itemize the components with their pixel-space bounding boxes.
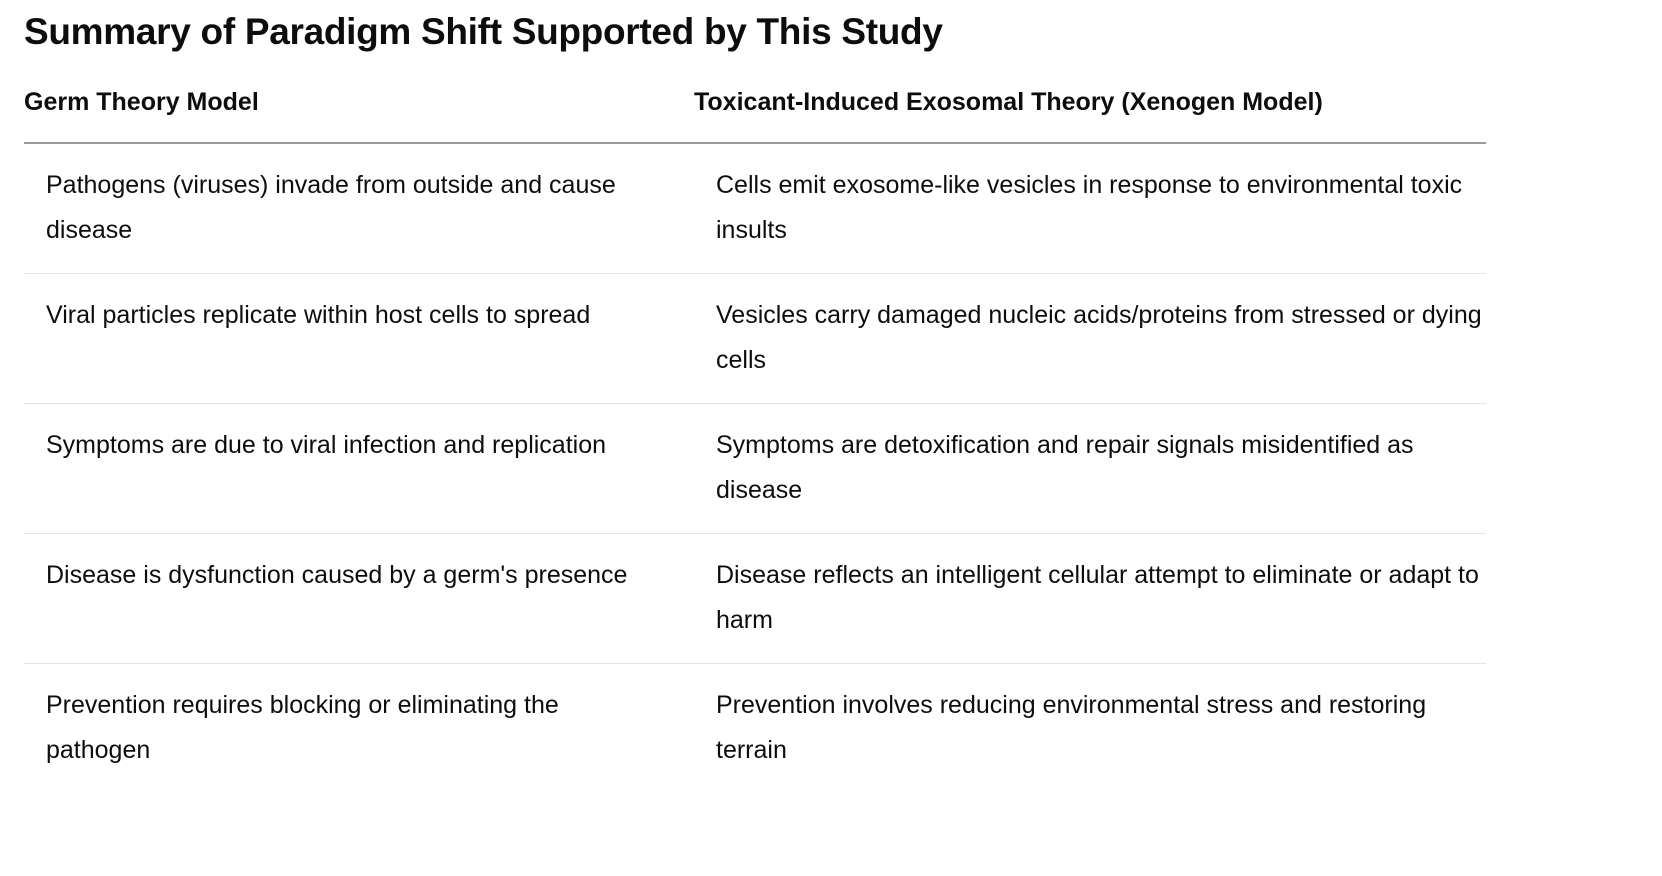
table-cell-xenogen-model: Disease reflects an intelligent cellular attempt to eliminate or adapt to harm <box>694 534 1486 664</box>
table-cell-xenogen-model: Symptoms are detoxification and repair signals misidentified as disease <box>694 404 1486 534</box>
table-cell-germ-theory: Prevention requires blocking or eliminating the pathogen <box>46 691 559 764</box>
table-header <box>24 87 1486 143</box>
table-cell-xenogen-model: Vesicles carry damaged nucleic acids/proteins from stressed or dying cells <box>694 274 1486 404</box>
column-header-xenogen-model: Toxicant-Induced Exosomal Theory (Xenogen Model) <box>694 87 1486 143</box>
table-cell-xenogen-model: Prevention involves reducing environmental stress and restoring terrain <box>716 691 1427 764</box>
table-row <box>24 274 1486 404</box>
table-cell-germ-theory: Pathogens (viruses) invade from outside and cause disease <box>24 143 694 274</box>
table-row <box>24 664 1486 794</box>
document <box>24 0 1486 793</box>
table-cell-xenogen-model: Cells emit exosome-like vesicles in response to environmental toxic insults <box>694 143 1486 274</box>
table-cell-germ-theory: Disease is dysfunction caused by a germ's presence <box>24 534 694 664</box>
column-header-germ-theory: Germ Theory Model <box>24 87 694 143</box>
table-row <box>24 534 1486 664</box>
table-cell-germ-theory: Symptoms are due to viral infection and replication <box>24 404 694 534</box>
table-body <box>24 143 1486 793</box>
table-cell-germ-theory: Viral particles replicate within host cells to spread <box>24 274 694 404</box>
table-header-row <box>24 87 1486 143</box>
table-row <box>24 404 1486 534</box>
page-title: Summary of Paradigm Shift Supported by This Study <box>24 11 943 52</box>
table-row <box>24 143 1486 274</box>
comparison-table <box>24 87 1486 793</box>
